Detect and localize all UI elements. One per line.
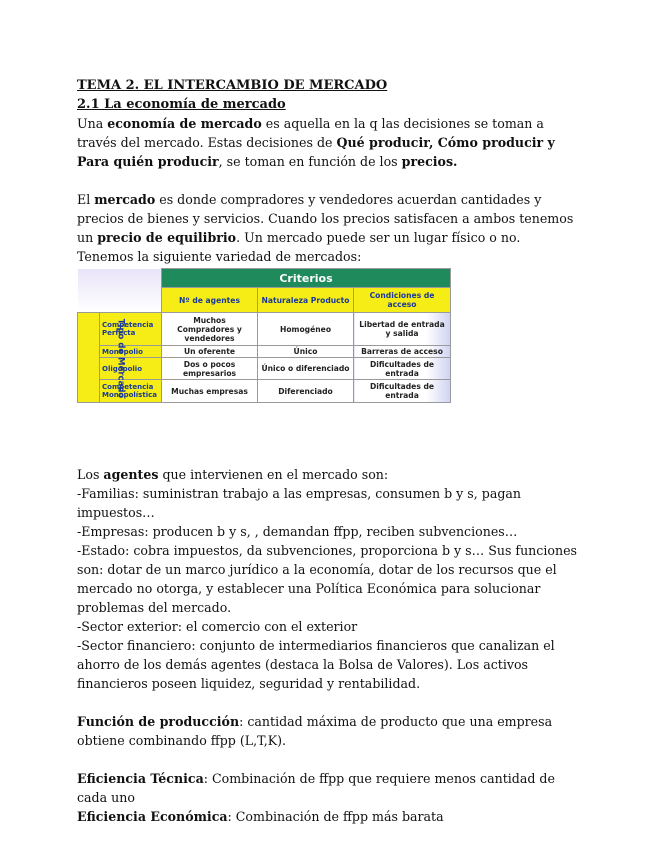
agents-intro — [77, 465, 577, 484]
row-label: Oligopolio — [100, 357, 162, 380]
agent-item: -Sector financiero: conjunto de intermediarios financieros que canalizan el ahorro de los demás agentes (destaca la Bolsa de Valores). Los activos financieros poseen liquidez, seguridad y rentabilidad. — [77, 638, 555, 691]
text-run: , se toman en función de los — [218, 154, 402, 169]
text-run: : Combinación de ffpp que requiere menos cantidad de cada uno — [77, 771, 555, 805]
economic-efficiency — [77, 807, 577, 826]
agent-item: -Familias: suministran trabajo a las empresas, consumen b y s, pagan impuestos… — [77, 486, 522, 520]
text-run: Los — [77, 467, 104, 482]
table-cell: Único o diferenciado — [258, 357, 354, 380]
bold-run: Eficiencia Económica — [77, 809, 228, 824]
bold-run: economía de mercado — [107, 116, 262, 131]
text-run: Una — [77, 116, 108, 131]
section-heading: 2.1 La economía de mercado — [77, 97, 286, 112]
side-label: Tipo de Mercado — [115, 318, 126, 398]
text-run: . Un mercado puede ser un lugar físico o no. Tenemos la siguiente variedad de mercados: — [77, 230, 521, 264]
bold-run: agentes — [103, 467, 159, 482]
row-label: Competencia Perfecta — [100, 313, 162, 346]
row-label: Competencia Monopolística — [100, 380, 162, 403]
text-run: que intervienen en el mercado son: — [158, 467, 389, 482]
table-cell: Dos o pocos empresarios — [162, 357, 258, 380]
agent-item: -Estado: cobra impuestos, da subvenciones, proporciona b y s… Sus funciones son: dotar de un marco jurídico a la economía, dotar de los recursos que el mercado no otorga, y establecer una Política Económica para solucionar problemas del mercado. — [77, 543, 577, 615]
text-run: : Combinación de ffpp más barata — [227, 809, 444, 824]
paragraph-market — [77, 190, 577, 266]
header-agents: Nº de agentes — [162, 288, 258, 313]
table-cell: Muchos Compradores y vendedores — [162, 313, 258, 346]
table-cell: Dificultades de entrada — [354, 357, 451, 380]
text-run: es aquella en la q las decisiones se toman a través del mercado. Estas decisiones de — [77, 116, 544, 150]
header-access: Condiciones de acceso — [354, 288, 451, 313]
production-function — [77, 712, 577, 750]
agent-item: -Sector exterior: el comercio con el exterior — [77, 619, 358, 634]
bold-run: Eficiencia Técnica — [77, 771, 204, 786]
row-label: Monopolio — [100, 346, 162, 358]
table-cell: Único — [258, 346, 354, 358]
paragraph-market-economy — [77, 114, 577, 171]
table-corner — [78, 269, 162, 313]
criteria-header: Criterios — [162, 269, 451, 288]
bold-run: Qué producir, Cómo producir y Para quién producir — [77, 135, 555, 169]
page-title: TEMA 2. EL INTERCAMBIO DE MERCADO — [77, 78, 388, 93]
technical-efficiency — [77, 769, 577, 807]
bold-run: precios. — [401, 154, 458, 169]
text-run: El — [77, 192, 95, 207]
document-page — [77, 76, 577, 826]
market-types-table — [77, 268, 450, 403]
bold-run: mercado — [94, 192, 156, 207]
table-cell: Un oferente — [162, 346, 258, 358]
text-run: : cantidad máxima de producto que una empresa obtiene combinando ffpp (L,T,K). — [77, 714, 553, 748]
bold-run: Función de producción — [77, 714, 240, 729]
bold-run: precio de equilibrio — [97, 230, 237, 245]
table-cell: Dificultades de entrada — [354, 380, 451, 403]
agent-item: -Empresas: producen b y s, , demandan ffpp, reciben subvenciones… — [77, 524, 518, 539]
text-run: es donde compradores y vendedores acuerdan cantidades y precios de bienes y servicios. Cuando los precios satisfacen a ambos tenemos un — [77, 192, 574, 245]
header-product: Naturaleza Producto — [258, 288, 354, 313]
table-cell: Diferenciado — [258, 380, 354, 403]
table-cell: Barreras de acceso — [354, 346, 451, 358]
table-cell: Libertad de entrada y salida — [354, 313, 451, 346]
table-cell: Homogéneo — [258, 313, 354, 346]
table-cell: Muchas empresas — [162, 380, 258, 403]
